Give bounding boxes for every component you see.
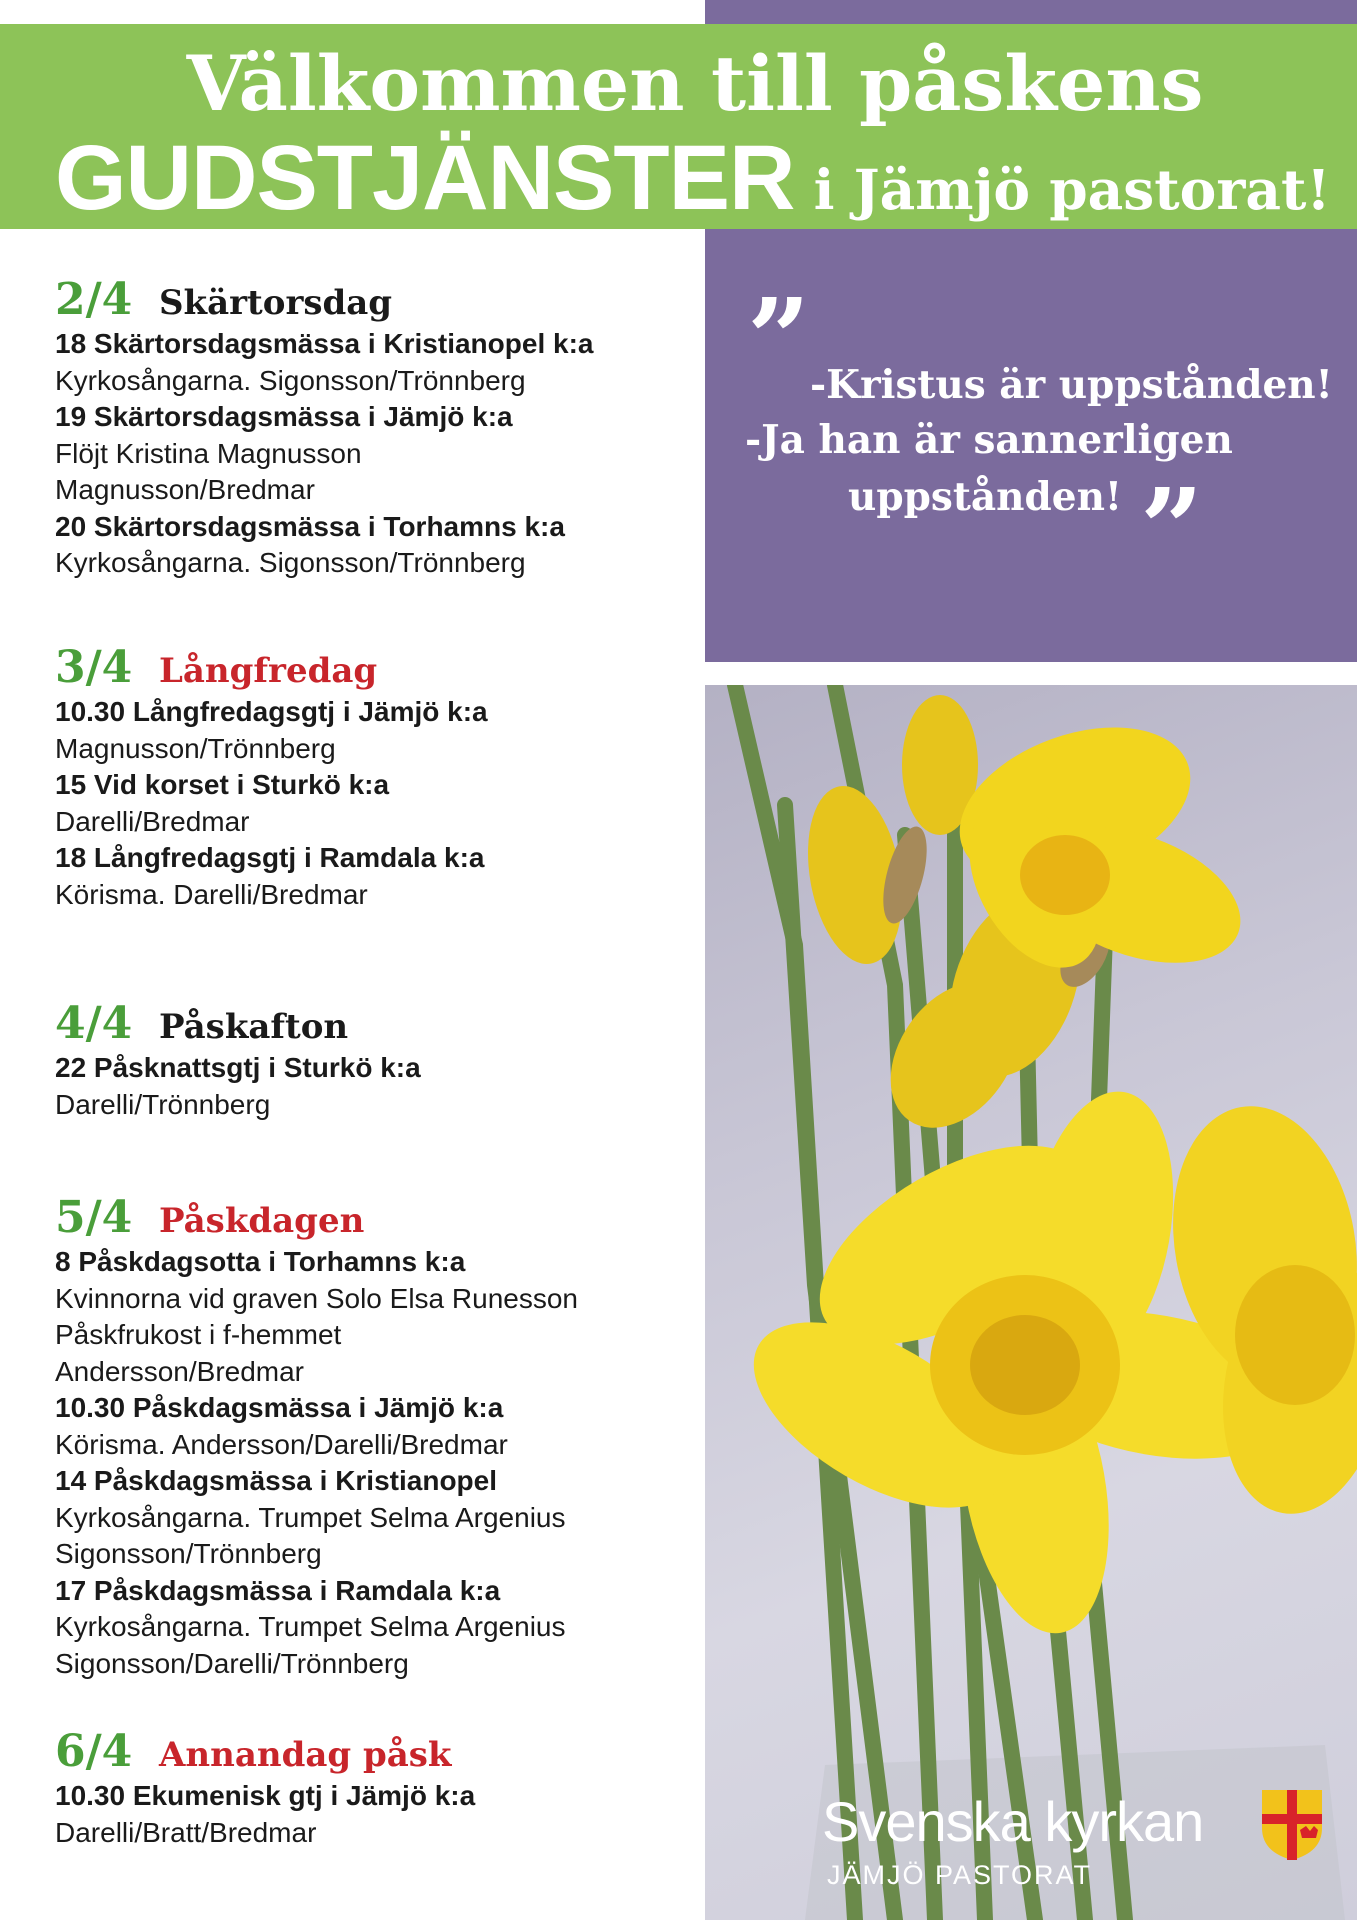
service-title: 20 Skärtorsdagsmässa i Torhamns k:a xyxy=(55,510,565,542)
service-title: 22 Påsknattsgtj i Sturkö k:a xyxy=(55,1052,421,1083)
service-title: 19 Skärtorsdagsmässa i Jämjö k:a xyxy=(55,401,513,432)
banner-title-emphasis: GUDSTJÄNSTER xyxy=(55,127,795,229)
service-detail: Kyrkosångarna. Trumpet Selma Argenius xyxy=(55,1611,566,1642)
service-title: 18 Långfredagsgtj i Ramdala k:a xyxy=(55,842,485,873)
banner-title-suffix: i Jämjö pastorat! xyxy=(794,157,1331,222)
day-name: Annandag påsk xyxy=(159,1735,452,1775)
day-name: Påskafton xyxy=(159,1007,349,1047)
service-title: 17 Påskdagsmässa i Ramdala k:a xyxy=(55,1574,501,1606)
logo-name: Svenska kyrkan xyxy=(822,1790,1204,1853)
title-banner xyxy=(0,24,1357,229)
day-section-3-4 xyxy=(55,642,695,913)
service-detail: Kvinnorna vid graven Solo Elsa Runesson xyxy=(55,1282,578,1314)
service-title: 10.30 Långfredagsgtj i Jämjö k:a xyxy=(55,696,488,727)
service-title: 8 Påskdagsotta i Torhamns k:a xyxy=(55,1246,466,1277)
day-date: 4/4 xyxy=(55,998,133,1049)
day-header xyxy=(55,998,695,1050)
service-title: 15 Vid korset i Sturkö k:a xyxy=(55,769,390,800)
daffodil-photo xyxy=(705,685,1357,1920)
svenska-kyrkan-logo xyxy=(822,1790,1327,1900)
day-section-5-4 xyxy=(55,1192,695,1682)
open-quote-mark: ” xyxy=(747,274,811,403)
daffodil-illustration xyxy=(705,685,1357,1920)
day-header xyxy=(55,1192,695,1244)
day-section-6-4 xyxy=(55,1726,695,1851)
service-title: 18 Skärtorsdagsmässa i Kristianopel k:a xyxy=(55,328,594,359)
day-header xyxy=(55,274,695,326)
quote-line-2: -Ja han är sannerligen xyxy=(745,417,1233,463)
quote-line-1: -Kristus är uppstånden! xyxy=(810,362,1333,408)
purple-top-strip xyxy=(705,0,1357,24)
service-detail: Darelli/Trönnberg xyxy=(55,1088,271,1120)
service-detail: Sigonsson/Trönnberg xyxy=(55,1538,322,1569)
easter-quote-box xyxy=(705,229,1357,662)
day-header xyxy=(55,642,695,694)
service-detail: Magnusson/Bredmar xyxy=(55,474,315,505)
day-date: 5/4 xyxy=(55,1192,133,1243)
service-detail: Kyrkosångarna. Sigonsson/Trönnberg xyxy=(55,547,526,578)
quote-line-3: uppstånden! xyxy=(848,474,1123,520)
service-detail: Flöjt Kristina Magnusson xyxy=(55,437,362,469)
day-date: 6/4 xyxy=(55,1726,133,1777)
close-quote-mark: ” xyxy=(1140,464,1204,593)
service-detail: Andersson/Bredmar xyxy=(55,1355,305,1387)
day-section-2-4 xyxy=(55,274,695,582)
service-detail: Darelli/Bratt/Bredmar xyxy=(55,1816,317,1848)
day-name: Långfredag xyxy=(159,651,378,691)
cross-crest-icon xyxy=(1262,1790,1322,1860)
day-header xyxy=(55,1726,695,1778)
service-detail: Påskfrukost i f-hemmet xyxy=(55,1319,342,1350)
banner-title-line1: Välkommen till påskens xyxy=(186,39,1204,128)
service-title: 10.30 Påskdagsmässa i Jämjö k:a xyxy=(55,1392,504,1423)
day-name: Skärtorsdag xyxy=(159,283,393,323)
day-date: 3/4 xyxy=(55,642,133,693)
day-name: Påskdagen xyxy=(159,1201,365,1241)
service-detail: Sigonsson/Darelli/Trönnberg xyxy=(55,1647,409,1679)
service-title: 10.30 Ekumenisk gtj i Jämjö k:a xyxy=(55,1780,476,1811)
service-detail: Kyrkosångarna. Trumpet Selma Argenius xyxy=(55,1501,566,1533)
banner-title-line2 xyxy=(55,127,1331,229)
service-detail: Körisma. Andersson/Darelli/Bredmar xyxy=(55,1428,508,1460)
service-detail: Magnusson/Trönnberg xyxy=(55,732,336,764)
day-section-4-4 xyxy=(55,998,695,1123)
day-date: 2/4 xyxy=(55,274,133,325)
service-detail: Darelli/Bredmar xyxy=(55,805,250,837)
logo-subtitle: JÄMJÖ PASTORAT xyxy=(827,1860,1093,1890)
service-detail: Körisma. Darelli/Bredmar xyxy=(55,878,368,910)
service-title: 14 Påskdagsmässa i Kristianopel xyxy=(55,1465,497,1496)
service-detail: Kyrkosångarna. Sigonsson/Trönnberg xyxy=(55,364,526,396)
